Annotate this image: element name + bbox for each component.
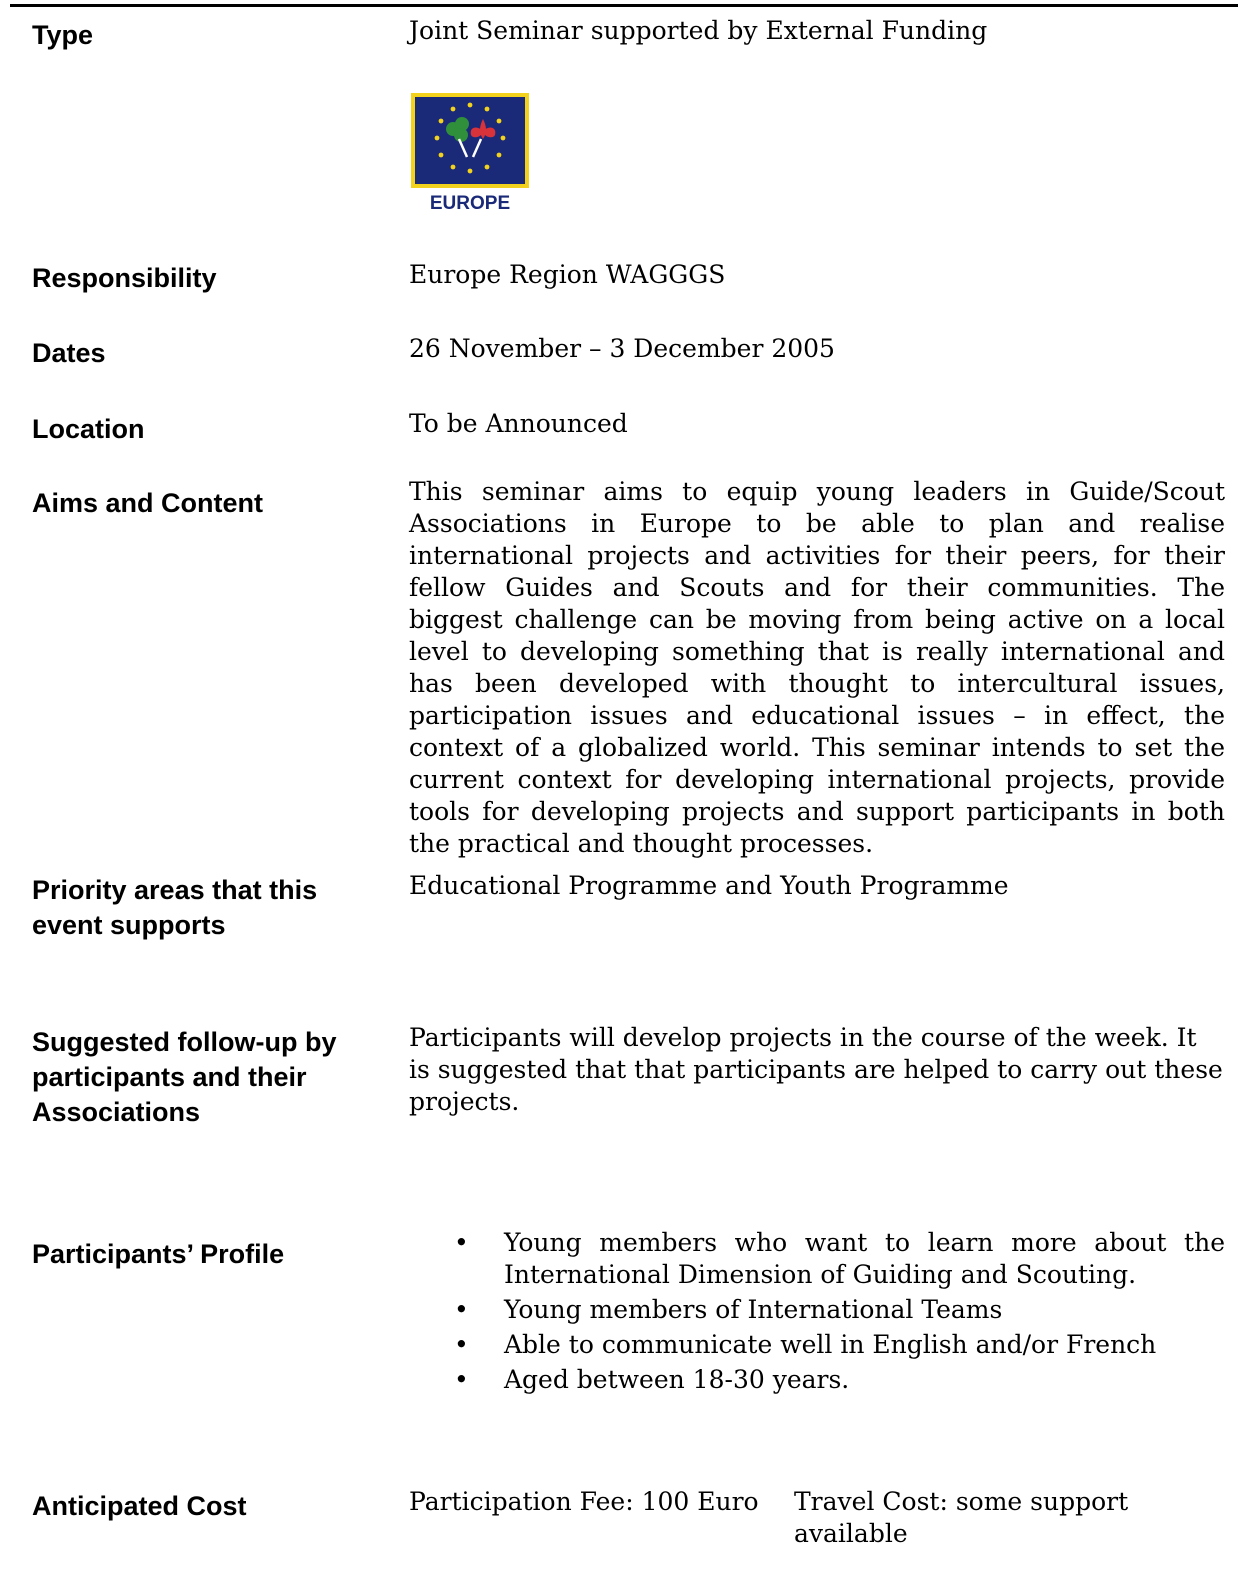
top-rule [10, 4, 1238, 7]
dates-value: 26 November – 3 December 2005 [409, 334, 835, 363]
profile-list [448, 1227, 1225, 1399]
followup-label: Suggested follow-up by participants and their Associations [32, 1027, 337, 1127]
list-item: • Able to communicate well in English and/or French [454, 1330, 1157, 1359]
cost-travel: Travel Cost: some support available [794, 1487, 1129, 1548]
followup-value: Participants will develop projects in the course of the week. It is suggested that that participants are helped to carry out these projects. [409, 1023, 1223, 1116]
priority-label: Priority areas that this event supports [32, 875, 318, 940]
type-value: Joint Seminar supported by External Funding [409, 16, 988, 45]
cost-label: Anticipated Cost [32, 1491, 247, 1521]
bullet-icon: • [454, 1295, 469, 1324]
list-item: • Young members of International Teams [454, 1295, 1003, 1324]
bullet-icon: • [454, 1365, 469, 1394]
aims-value: This seminar aims to equip young leaders in Guide/Scout Associations in Europe to be able to plan and realise international projects and activities for their peers, for their fellow Guides and Scouts and for their communities. The biggest challenge can be moving from being active on a local level to developing something that is really international and has been developed with thought to intercultural issues, participation issues and educational issues – in effect, the context of a globalized world. This seminar intends to set the current context for developing international projects, provide tools for developing projects and support participants in both the practical and thought processes. [409, 477, 1225, 858]
profile-label: Participants’ Profile [32, 1239, 285, 1269]
aims-label: Aims and Content [32, 488, 264, 518]
responsibility-label: Responsibility [32, 263, 217, 293]
priority-value: Educational Programme and Youth Programme [409, 871, 1009, 900]
logo-text: EUROPE [429, 193, 511, 214]
type-label: Type [32, 20, 94, 50]
bullet-icon: • [454, 1228, 469, 1257]
location-label: Location [32, 414, 145, 444]
location-value: To be Announced [409, 409, 628, 438]
list-item: • Aged between 18-30 years. [454, 1365, 850, 1394]
list-item: • Young members who want to learn more about the International Dimension of Guiding and Scouting. [454, 1228, 1225, 1289]
dates-label: Dates [32, 338, 106, 368]
europe-region-logo [409, 91, 531, 219]
responsibility-value: Europe Region WAGGGS [409, 260, 726, 289]
cost-fee: Participation Fee: 100 Euro [409, 1487, 759, 1516]
bullet-icon: • [454, 1330, 469, 1359]
